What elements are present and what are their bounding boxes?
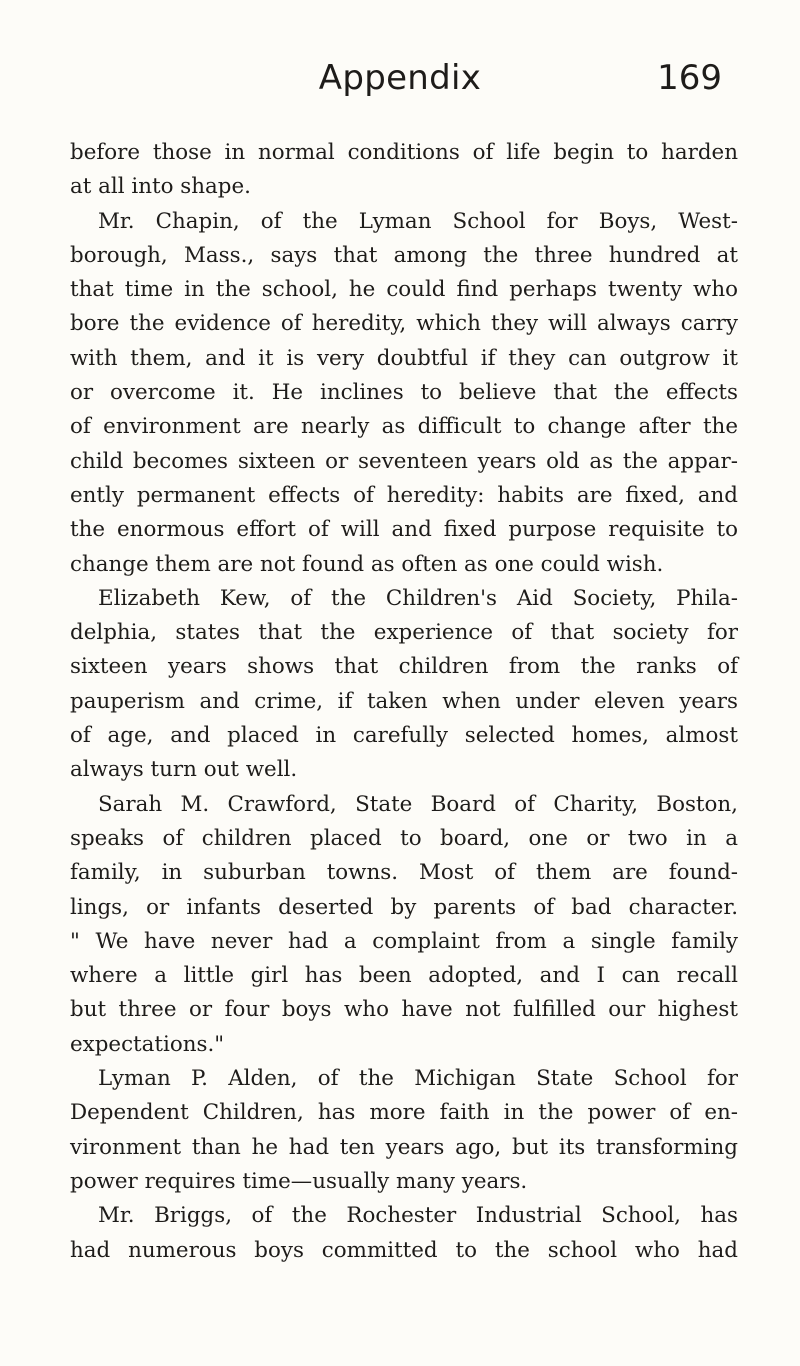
text-line: delphia, states that the experience of that society for: [70, 620, 738, 646]
body-text: [70, 136, 738, 1268]
text-line: before those in normal conditions of life begin to harden: [70, 140, 738, 165]
text-line: expectations.": [70, 1031, 225, 1057]
text-line: of environment are nearly as difficult to change after the: [70, 414, 738, 440]
text-line: but three or four boys who have not fulfilled our highest: [70, 997, 738, 1023]
running-title: Appendix: [318, 58, 482, 98]
text-line: Dependent Children, has more faith in the power of en-: [70, 1100, 738, 1126]
text-line: ently permanent effects of heredity: habits are fixed, and: [70, 482, 738, 508]
text-line: the enormous effort of will and fixed purpose requisite to: [70, 517, 738, 543]
text-line: sixteen years shows that children from the ranks of: [70, 654, 738, 680]
text-line: where a little girl has been adopted, and I can recall: [70, 963, 738, 989]
text-line: power requires time—usually many years.: [70, 1168, 528, 1194]
text-line: child becomes sixteen or seventeen years old as the appar-: [70, 448, 738, 474]
text-line: family, in suburban towns. Most of them are found-: [70, 860, 738, 886]
text-line: at all into shape.: [70, 174, 251, 200]
text-line: Lyman P. Alden, of the Michigan State School for: [98, 1066, 738, 1092]
text-line: " We have never had a complaint from a single family: [70, 928, 738, 954]
text-line: Sarah M. Crawford, State Board of Charity, Boston,: [98, 791, 738, 817]
text-line: with them, and it is very doubtful if they can outgrow it: [70, 345, 738, 371]
text-line: Mr. Briggs, of the Rochester Industrial School, has: [98, 1203, 738, 1229]
text-line: change them are not found as often as one could wish.: [70, 551, 664, 577]
text-line: had numerous boys committed to the school who had: [70, 1237, 738, 1263]
running-head: [0, 56, 800, 112]
text-line: that time in the school, he could find perhaps twenty who: [70, 277, 738, 303]
page-number: 169: [657, 58, 722, 98]
text-line: bore the evidence of heredity, which they will always carry: [70, 311, 738, 337]
text-line: speaks of children placed to board, one or two in a: [70, 825, 738, 851]
text-line: lings, or infants deserted by parents of bad character.: [70, 894, 738, 920]
text-line: Elizabeth Kew, of the Children's Aid Society, Phila-: [98, 585, 738, 611]
text-line: always turn out well.: [70, 757, 298, 783]
text-line: or overcome it. He inclines to believe that the effects: [70, 380, 738, 406]
text-line: Mr. Chapin, of the Lyman School for Boys, West-: [98, 208, 738, 234]
text-line: vironment than he had ten years ago, but its transforming: [70, 1134, 738, 1160]
text-line: of age, and placed in carefully selected homes, almost: [70, 723, 738, 749]
text-line: borough, Mass., says that among the three hundred at: [70, 242, 738, 268]
text-line: pauperism and crime, if taken when under eleven years: [70, 688, 738, 714]
